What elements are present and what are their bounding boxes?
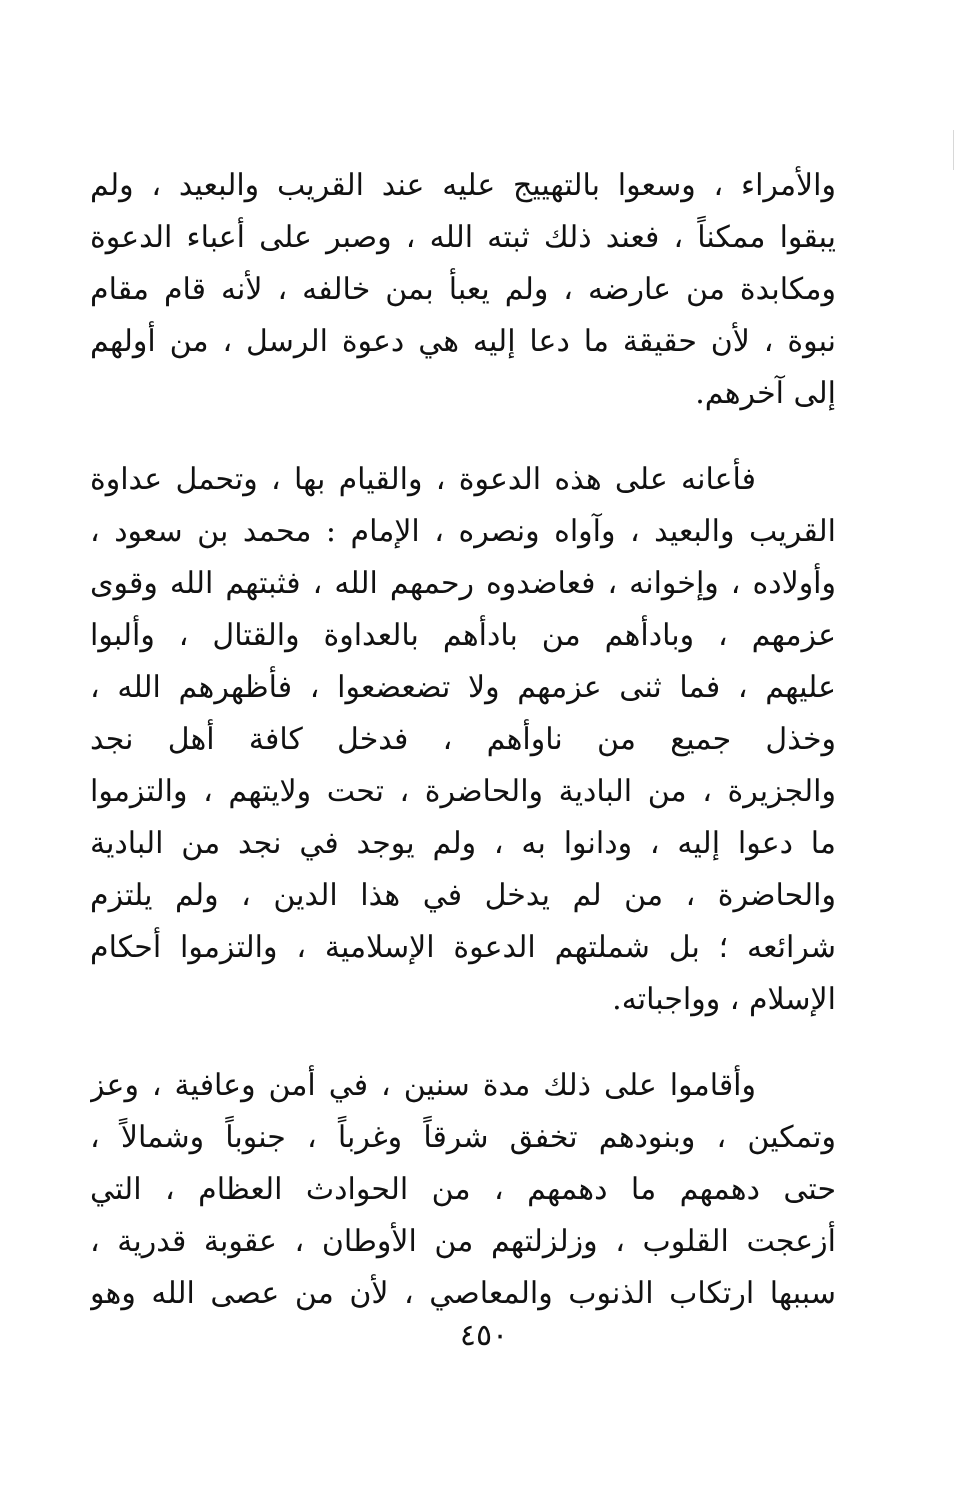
text-line: حتى دهمهم ما دهمهم ، من الحوادث العظام ، التي [90, 1172, 836, 1207]
text-line: القريب والبعيد ، وآواه ونصره ، الإمام : محمد بن سعود ، [90, 514, 836, 549]
text-line: عزمهم ، وبادأهم من بادأهم بالعداوة والقتال ، وألبوا [90, 618, 836, 653]
text-line: والأمراء ، وسعوا بالتهييج عليه عند القريب والبعيد ، ولم [90, 168, 836, 203]
text-line: والجزيرة ، من البادية والحاضرة ، تحت ولايتهم ، والتزموا [90, 774, 836, 809]
text-line: ما دعوا إليه ، ودانوا به ، ولم يوجد في نجد من البادية [90, 826, 836, 861]
text-line: الإسلام ، وواجباته. [612, 982, 836, 1017]
text-line: إلى آخرهم. [695, 376, 836, 411]
text-line: سببها ارتكاب الذنوب والمعاصي ، لأن من عصى الله وهو [90, 1276, 836, 1311]
text-line: أزعجت القلوب ، وزلزلتهم من الأوطان ، عقوبة قدرية ، [90, 1224, 836, 1259]
text-line: وأقاموا على ذلك مدة سنين ، في أمن وعافية ، وعز [90, 1068, 756, 1103]
text-line: شرائعه ؛ بل شملتهم الدعوة الإسلامية ، والتزموا أحكام [90, 930, 836, 965]
paragraph-3 [90, 1060, 836, 1320]
scan-edge-mark [953, 130, 954, 170]
text-line: وخذل جميع من ناوأهم ، فدخل كافة أهل نجد [90, 722, 836, 757]
text-line: فأعانه على هذه الدعوة ، والقيام بها ، وتحمل عداوة [90, 462, 756, 497]
paragraph-gap [90, 1026, 836, 1060]
text-line: والحاضرة ، من لم يدخل في هذا الدين ، ولم يلتزم [90, 878, 836, 913]
text-line: ومكابدة من عارضه ، ولم يعبأ بمن خالفه ، لأنه قام مقام [90, 272, 836, 307]
text-line: عليهم ، فما ثنى عزمهم ولا تضعضعوا ، فأظهرهم الله ، [90, 670, 836, 705]
body-text [90, 160, 836, 1320]
text-line: وأولاده ، وإخوانه ، فعاضدوه رحمهم الله ، فثبتهم الله وقوى [90, 566, 836, 601]
text-line: وتمكين ، وبنودهم تخفق شرقاً وغرباً ، جنوباً وشمالاً ، [90, 1120, 836, 1155]
text-line: يبقوا ممكناً ، فعند ذلك ثبته الله ، وصبر على أعباء الدعوة [90, 220, 836, 255]
paragraph-gap [90, 420, 836, 454]
text-line: نبوة ، لأن حقيقة ما دعا إليه هي دعوة الرسل ، من أولهم [90, 324, 836, 359]
paragraph-2 [90, 454, 836, 1026]
paragraph-1 [90, 160, 836, 420]
page-number: ٤٥٠ [459, 1318, 509, 1353]
